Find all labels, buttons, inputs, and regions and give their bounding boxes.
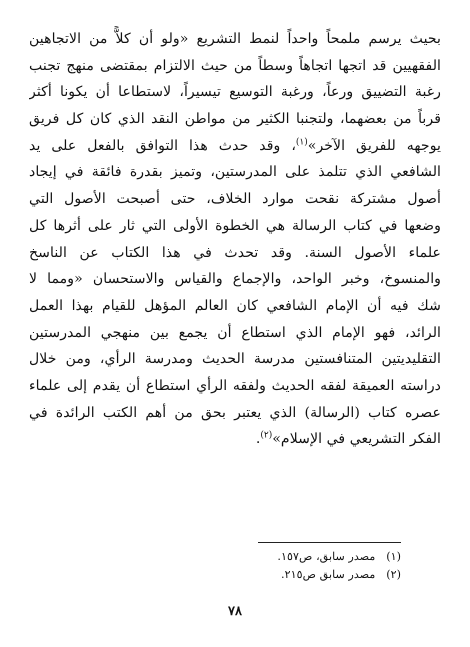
text-segment: يوجهه للفريق الآخر» bbox=[307, 137, 441, 154]
text-segment: ، وقد حدث هذا التوافق بالفعل على يد bbox=[29, 137, 296, 154]
footnote-ref-2[interactable]: (٢) bbox=[260, 430, 273, 441]
text-line: الفقهيين قد اتجها اتجاهاً وسطاً من حيث الالتزام بمقتضى منهج تجنب bbox=[29, 57, 441, 74]
footnote-2 bbox=[160, 566, 401, 584]
footnote-text: مصدر سابق ص٢١٥. bbox=[281, 568, 376, 581]
text-line bbox=[29, 426, 441, 453]
footnote-1 bbox=[160, 548, 401, 566]
page-number: ٧٨ bbox=[228, 604, 242, 619]
text-line bbox=[29, 133, 441, 160]
text-line: أصول مشتركة نقحت موارد الخلاف، حتى أصبحت الأصول التي bbox=[29, 191, 441, 208]
text-line: دراسته العميقة لفقه الحديث ولفقه الرأي استطاع أن يقدم إلى علماء bbox=[29, 377, 441, 394]
text-line: علماء الأصول السنة. وقد تحدث في هذا الكتاب عن الناسخ bbox=[29, 244, 441, 261]
text-segment: الفكر التشريعي في الإسلام» bbox=[272, 431, 441, 448]
footnote-separator bbox=[258, 542, 401, 543]
footnotes bbox=[160, 548, 401, 584]
text-line: بحيث يرسم ملمحاً واحداً لنمط التشريع «ولو أن كلاًّ من الاتجاهين bbox=[29, 31, 441, 47]
text-segment: . bbox=[255, 431, 261, 448]
text-line: وضعها في كتاب الرسالة هي الخطوة الأولى التي ثار على أثرها كل bbox=[29, 217, 441, 234]
footnote-text: مصدر سابق، ص١٥٧. bbox=[277, 550, 376, 563]
footnote-number: (٢) bbox=[386, 568, 401, 581]
text-line: عصره كتاب (الرسالة) الذي يعتبر بحق من أهم الكتب الرائدة في bbox=[29, 404, 441, 421]
footnote-number: (١) bbox=[386, 550, 401, 563]
text-line: الشافعي الذي تتلمذ على المدرستين، وتميز بقدرة فائقة في إيجاد bbox=[29, 164, 441, 181]
text-line: قرباً من بعضهما، ولتجنبا الكثير من مواطن النقد الذي كان كل فريق bbox=[29, 111, 441, 128]
text-line: رغبة التضييق ورعاً، ورغبة التوسيع تيسيراً، لاستطاعا أن يكونا أكثر bbox=[29, 84, 441, 101]
footnote-ref-1[interactable]: (١) bbox=[295, 137, 308, 148]
main-text bbox=[29, 26, 441, 453]
text-line: شك فيه أن الإمام الشافعي كان العالم المؤهل للقيام بهذا العمل bbox=[29, 297, 441, 314]
text-line: التقليديتين المتنافستين مدرسة الحديث ومدرسة الرأي، ومن خلال bbox=[29, 351, 441, 368]
text-line: والمنسوخ، وخبر الواحد، والإجماع والقياس والاستحسان «ومما لا bbox=[29, 271, 441, 288]
text-line: الرائد، فهو الإمام الذي استطاع أن يجمع بين منهجي المدرستين bbox=[29, 324, 441, 341]
